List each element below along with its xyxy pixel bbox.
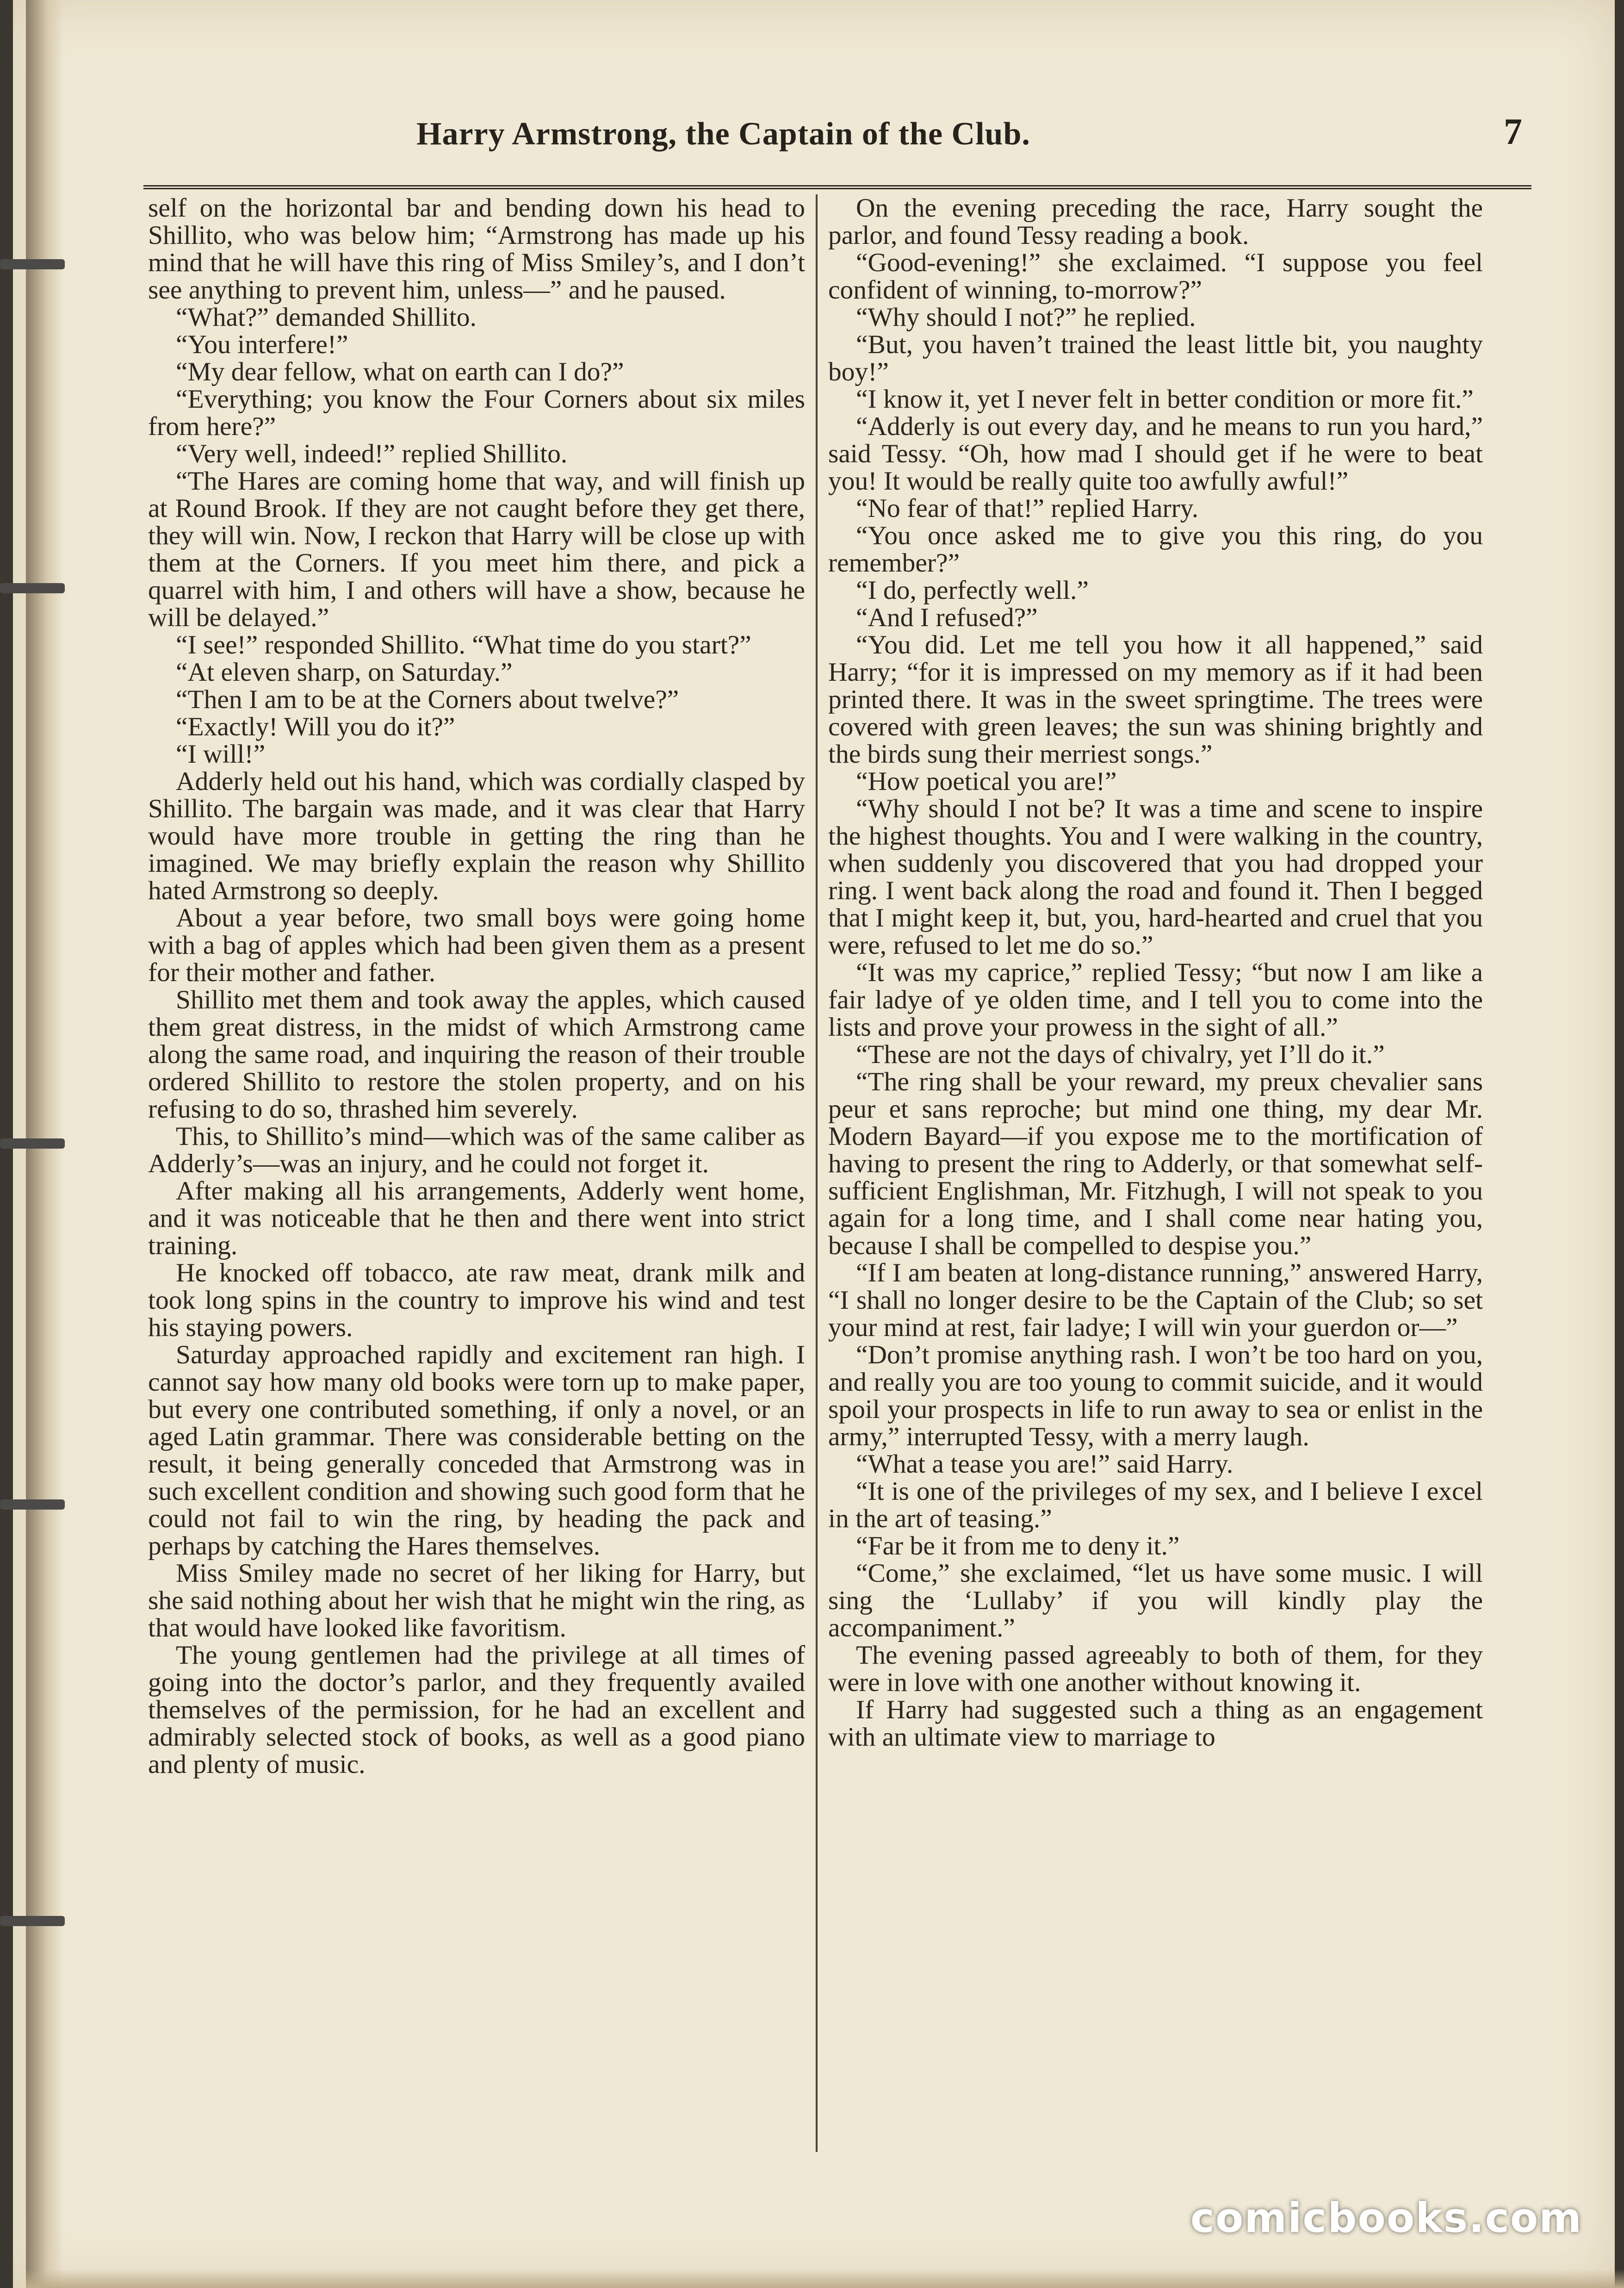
paragraph: “At eleven sharp, on Saturday.” [176, 658, 513, 687]
binding-staple [0, 1499, 65, 1510]
paragraph: “I see!” responded Shillito. “What time do you start?” [176, 630, 751, 659]
paragraph: “And I refused?” [856, 603, 1038, 632]
paragraph: “No fear of that!” replied Harry. [856, 494, 1199, 523]
paragraph: “Very well, indeed!” replied Shillito. [176, 439, 568, 468]
column-divider [816, 194, 818, 2152]
paragraph: Shillito met them and took away the apples, which caused them great distress, in the midst of which Armstrong came along the same road, and inquiring the reason of their trouble ordered Shillito to restore the stolen property, and on his refusing to do so, thrashed him severely. [148, 985, 805, 1124]
watermark-text: comicbooks.com [1190, 2194, 1582, 2242]
paragraph: “Adderly is out every day, and he means to run you hard,” said Tessy. “Oh, how mad I should get if he were to beat you! It would be really quite too awfully awful!” [828, 412, 1483, 496]
paragraph: “Exactly! Will you do it?” [176, 712, 455, 741]
paragraph: “Come,” she exclaimed, “let us have some music. I will sing the ‘Lullaby’ if you will kindly play the accompaniment.” [828, 1559, 1483, 1642]
story-title: Harry Armstrong, the Captain of the Club. [416, 116, 1030, 152]
paragraph: “Why should I not be? It was a time and scene to inspire the highest thoughts. You and I were walking in the country, when suddenly you discovered that you had dropped your ring. I went back along the road and found it. Then I begged that I might keep it, but, you, hard-hearted and cruel that you were, refused to let me do so.” [828, 794, 1483, 960]
running-header [143, 83, 1531, 189]
binding-staple [0, 1138, 65, 1149]
paragraph: If Harry had suggested such a thing as an engagement with an ultimate view to marriage to [828, 1695, 1483, 1752]
paragraph: “Don’t promise anything rash. I won’t be too hard on you, and really you are too young to commit suicide, and it would spoil your prospects in life to run away to sea or enlist in the army,” interrupted Tessy, with a merry laugh. [828, 1340, 1483, 1451]
paragraph: After making all his arrangements, Adderly went home, and it was noticeable that he then and there went into strict training. [148, 1176, 805, 1260]
paragraph: He knocked off tobacco, ate raw meat, drank milk and took long spins in the country to improve his wind and test his staying powers. [148, 1258, 805, 1342]
paragraph: “You once asked me to give you this ring, do you remember?” [828, 521, 1483, 578]
paragraph: “I do, perfectly well.” [856, 576, 1089, 605]
paragraph: “I will!” [176, 740, 266, 769]
paragraph: “These are not the days of chivalry, yet I’ll do it.” [856, 1040, 1385, 1069]
paragraph: “What a tease you are!” said Harry. [856, 1449, 1233, 1479]
right-column [828, 194, 1483, 2166]
paragraph: “My dear fellow, what on earth can I do?” [176, 357, 624, 386]
paragraph: Miss Smiley made no secret of her liking for Harry, but she said nothing about her wish that he might win the ring, as that would have looked like favoritism. [148, 1559, 805, 1642]
paragraph: “How poetical you are!” [856, 767, 1117, 796]
paragraph: “You interfere!” [176, 330, 348, 359]
binding-staple [0, 583, 65, 593]
paragraph: self on the horizontal bar and bending down his head to Shillito, who was below him; “Armstrong has made up his mind that he will have this ring of Miss Smiley’s, and I don’t see anything to prevent him, unless—” and he paused. [148, 193, 805, 305]
paragraph: This, to Shillito’s mind—which was of the same caliber as Adderly’s—was an injury, and he could not forget it. [148, 1122, 805, 1178]
paragraph: The young gentlemen had the privilege at all times of going into the doctor’s parlor, and they frequently availed themselves of the permission, for he had an excellent and admirably selected stock of books, as well as a good piano and plenty of music. [148, 1641, 805, 1779]
paragraph: “What?” demanded Shillito. [176, 303, 477, 332]
binding-staple [0, 1916, 65, 1926]
paragraph: “It was my caprice,” replied Tessy; “but now I am like a fair ladye of ye olden time, and I tell you to come into the lists and prove your prowess in the sight of all.” [828, 958, 1483, 1042]
paragraph: “But, you haven’t trained the least little bit, you naughty boy!” [828, 330, 1483, 386]
paragraph: Adderly held out his hand, which was cordially clasped by Shillito. The bargain was made, and it was clear that Harry would have more trouble in getting the ring than he imagined. We may briefly explain the reason why Shillito hated Armstrong so deeply. [148, 767, 805, 905]
paragraph: The evening passed agreeably to both of them, for they were in love with one another without knowing it. [828, 1641, 1483, 1697]
paragraph: “Good-evening!” she exclaimed. “I suppose you feel confident of winning, to-morrow?” [828, 248, 1483, 305]
paragraph: “The ring shall be your reward, my preux chevalier sans peur et sans reproche; but mind one thing, my dear Mr. Modern Bayard—if you expose me to the mortification of having to present the ring to Adderly, or that somewhat self-sufficient Englishman, Mr. Fitzhugh, I will not speak to you again for a long time, and I shall come near hating you, because I shall be compelled to despise you.” [828, 1067, 1483, 1260]
paragraph: “Then I am to be at the Corners about twelve?” [176, 685, 679, 714]
page-number: 7 [1504, 112, 1522, 152]
paragraph: Saturday approached rapidly and excitement ran high. I cannot say how many old books were torn up to make paper, but every one contributed something, if only a novel, or an aged Latin grammar. There was considerable betting on the result, it being generally conceded that Armstrong was in such excellent condition and showing such good form that he could not fail to win the ring, by heading the pack and perhaps by catching the Hares themselves. [148, 1340, 805, 1561]
paragraph: About a year before, two small boys were going home with a bag of apples which had been given them as a present for their mother and father. [148, 903, 805, 987]
paragraph: “You did. Let me tell you how it all happened,” said Harry; “for it is impressed on my memory as if it had been printed there. It was in the sweet springtime. The trees were covered with green leaves; the sun was shining brightly and the birds sung their merriest songs.” [828, 630, 1483, 769]
binding-staple [0, 259, 65, 269]
paragraph: “I know it, yet I never felt in better condition or more fit.” [856, 385, 1474, 414]
paragraph: “If I am beaten at long-distance running,” answered Harry, “I shall no longer desire to be the Captain of the Club; so set your mind at rest, fair ladye; I will win your guerdon or—” [828, 1258, 1483, 1342]
paragraph: “The Hares are coming home that way, and will finish up at Round Brook. If they are not caught before they get there, they will win. Now, I reckon that Harry will be close up with them at the Corners. If you meet him there, and pick a quarrel with him, I and others will have a show, because he will be delayed.” [148, 466, 805, 632]
paragraph: On the evening preceding the race, Harry sought the parlor, and found Tessy reading a book. [828, 193, 1483, 250]
paragraph: “Everything; you know the Four Corners about six miles from here?” [148, 385, 805, 441]
page-bottom-edge [26, 2269, 1624, 2288]
left-column [148, 194, 805, 2166]
paragraph: “It is one of the privileges of my sex, and I believe I excel in the art of teasing.” [828, 1477, 1483, 1533]
paragraph: “Far be it from me to deny it.” [856, 1531, 1180, 1561]
paragraph: “Why should I not?” he replied. [856, 303, 1196, 332]
